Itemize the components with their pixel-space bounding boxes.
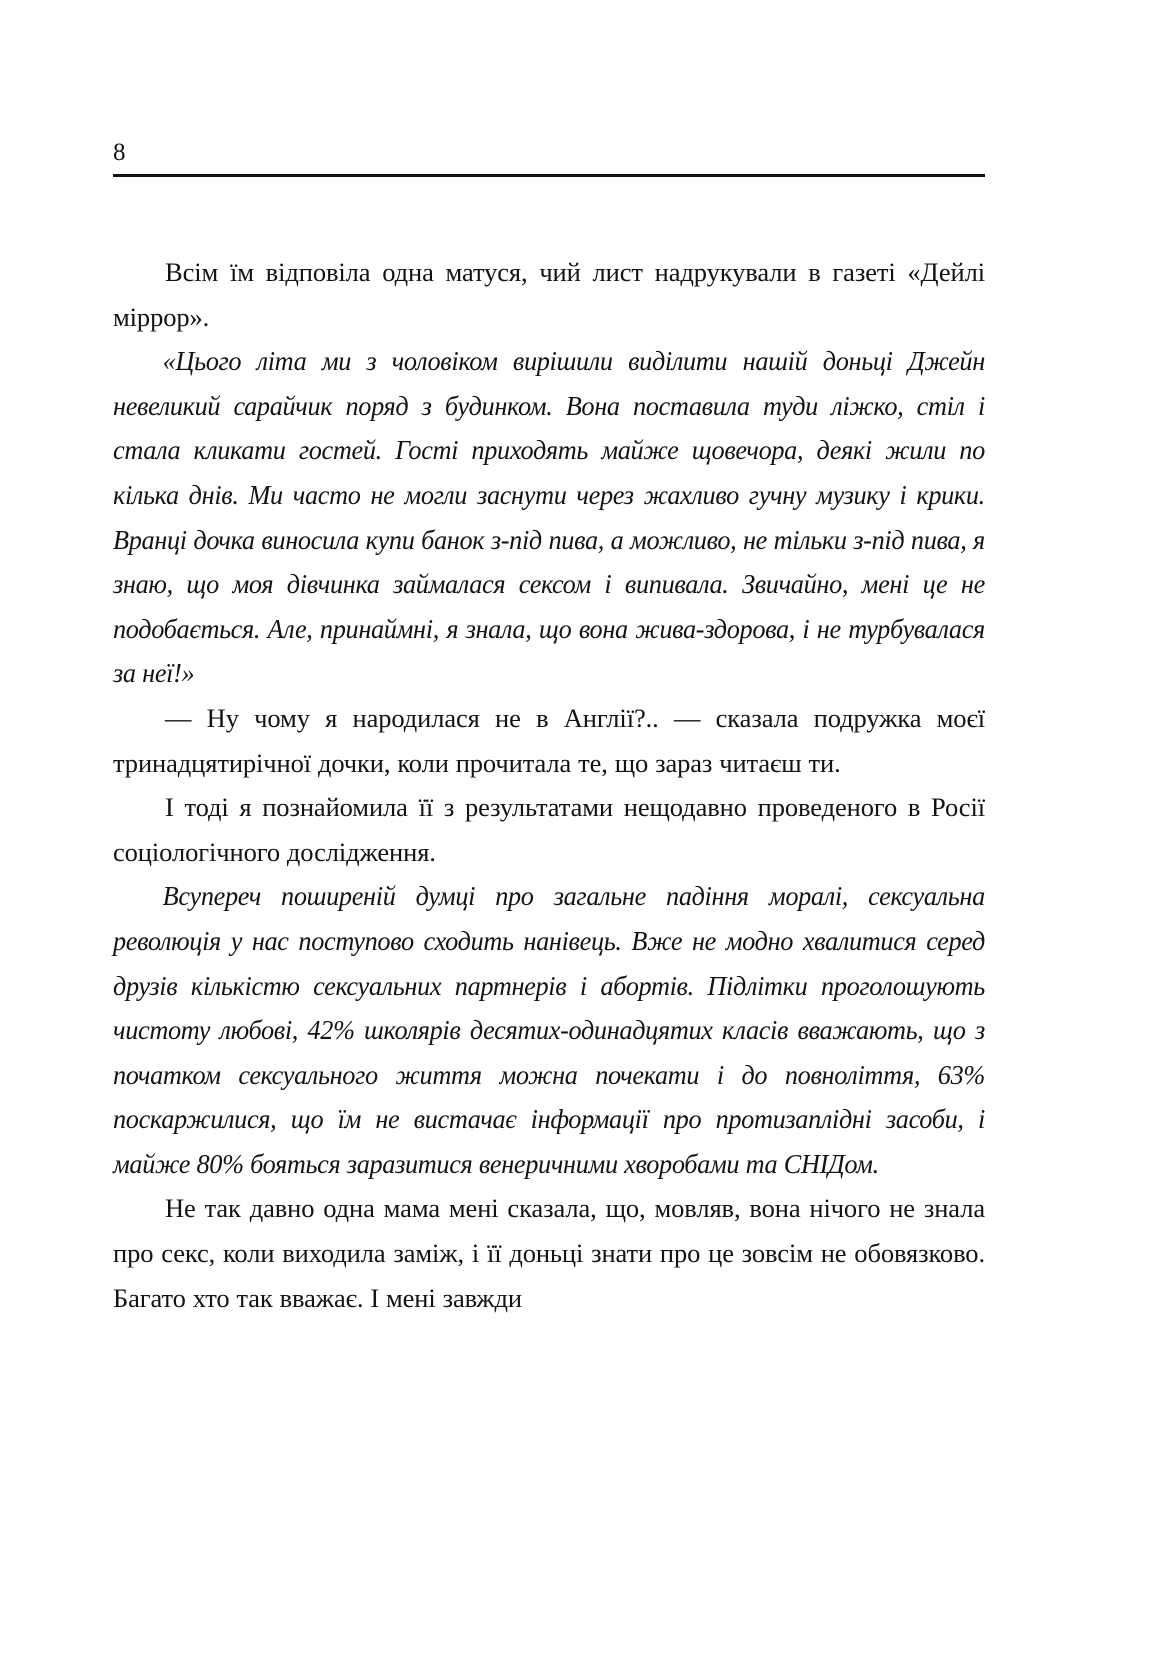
paragraph: — Ну чому я народилася не в Англії?.. — сказала подружка моєї тринадцятирічної дочки, коли прочитала те, що зараз читаєш ти. xyxy=(113,702,985,778)
paragraph: Не так давно одна мама мені сказала, що, мовляв, вона нічого не знала про секс, коли виходила заміж, і її доньці знати про це зовсім не обовязково. Багато хто так вважає. І мені завжди xyxy=(113,1193,985,1313)
paragraph-quote: Всупереч поширеній думці про загальне падіння моралі, сексуальна революція у нас поступово сходить нанівець. Вже не модно хвалитися серед друзів кількістю сексуальних партнерів і абортів. Підлітки проголошують чистоту любові, 42% школярів десятих-одинадцятих класів вважають, що з початком сексуального життя можна почекати і до повноліття, 63% поскаржилися, що їм не вистачає інформації про протизаплідні засоби, і майже 80% бояться заразитися венеричними хворобами та СНІДом. xyxy=(113,880,985,1179)
header-divider-rule xyxy=(113,174,985,177)
paragraph-quote: «Цього літа ми з чоловіком вирішили виділити нашій доньці Джейн невеликий сарайчик поряд з будинком. Вона поставила туди ліжко, стіл і стала кликати гостей. Гості приходять майже щовечора, деякі жили по кілька днів. Ми часто не могли заснути через жахливо гучну музику і крики. Вранці дочка виносила купи банок з-під пива, а можливо, не тільки з-під пива, я знаю, що моя дівчинка займалася сексом і випивала. Звичайно, мені це не подобається. Але, принаймні, я знала, що вона жива-здорова, і не турбувалася за неї!» xyxy=(113,345,985,689)
paragraph: І тоді я познайомила її з результатами нещодавно проведеного в Росії соціологічного дослідження. xyxy=(113,792,985,867)
page-header xyxy=(113,138,985,184)
page-number: 8 xyxy=(113,139,126,166)
body-copy xyxy=(113,250,985,1320)
page-text-block xyxy=(113,138,985,1320)
paragraph: Всім їм відповіла одна матуся, чий лист надрукували в газеті «Дейлі міррор». xyxy=(113,257,985,332)
